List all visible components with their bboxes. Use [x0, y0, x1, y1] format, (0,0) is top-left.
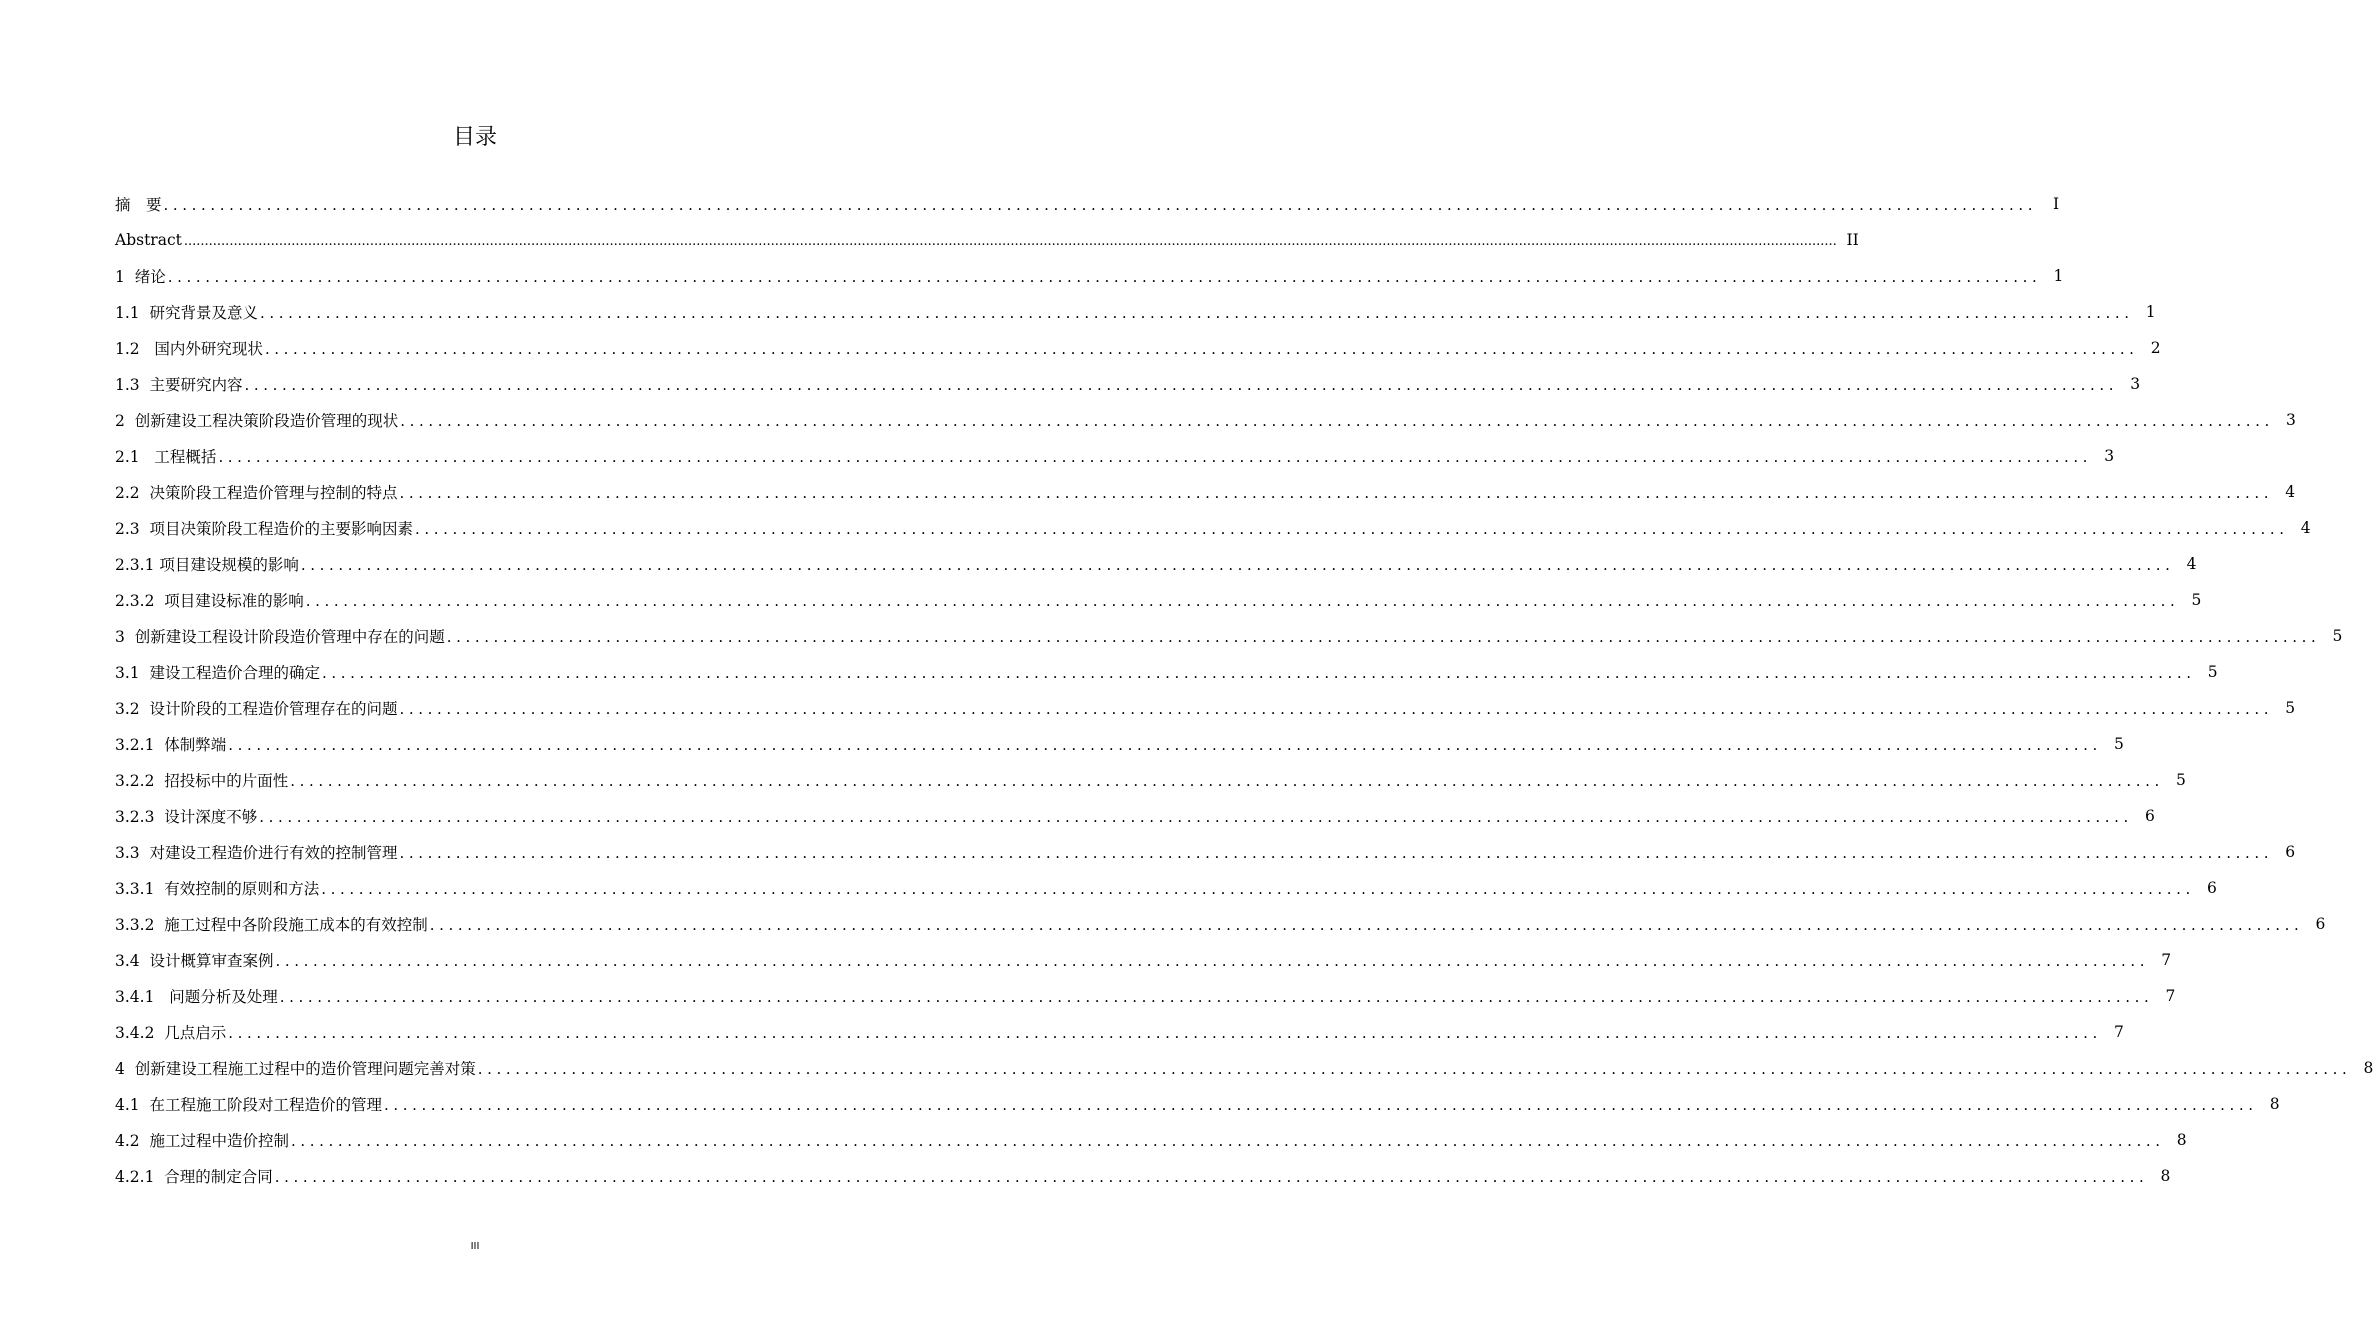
- toc-entry[interactable]: [115, 258, 2064, 294]
- toc-entry-label: 摘 要: [115, 196, 162, 214]
- toc-dot-leader: ........................................................................................................................................................................................................: [260, 304, 2134, 322]
- toc-dot-leader: ........................................................................................................................................................................................................: [399, 700, 2274, 718]
- toc-dot-leader: ........................................................................................................................................................................................................: [290, 772, 2164, 790]
- toc-entry[interactable]: [115, 294, 2156, 330]
- toc-entry[interactable]: [115, 942, 2172, 978]
- toc-entry-label: 1.2 国内外研究现状: [115, 340, 263, 358]
- toc-entry-page: 8: [2269, 1095, 2280, 1113]
- toc-entry[interactable]: [115, 870, 2217, 906]
- toc-entry-label: 3.4 设计概算审查案例: [115, 952, 274, 970]
- toc-entry[interactable]: [115, 186, 2060, 222]
- toc-entry-page: 6: [2315, 915, 2326, 933]
- toc-entry-page: 5: [2207, 663, 2218, 681]
- toc-entry-page: 5: [2332, 627, 2343, 645]
- toc-entry[interactable]: [115, 1122, 2187, 1158]
- toc-entry[interactable]: [115, 402, 2296, 438]
- toc-entry[interactable]: [115, 366, 2141, 402]
- toc-entry-page: 6: [2285, 843, 2296, 861]
- toc-dot-leader: ........................................................................................................................................................................................................: [429, 916, 2304, 934]
- toc-entry[interactable]: [115, 762, 2186, 798]
- toc-entry[interactable]: [115, 1158, 2171, 1194]
- toc-dot-leader: ........................................................................................................................................................................................................: [264, 340, 2139, 358]
- toc-dot-leader: ........................................................................................................................................................................................................: [274, 1168, 2149, 1186]
- toc-dot-leader: ........................................................................................................................................................................................................: [446, 628, 2321, 646]
- toc-entry[interactable]: [115, 1086, 2280, 1122]
- toc-entry-label: 3.4.2 几点启示: [115, 1024, 227, 1042]
- toc-entry[interactable]: [115, 546, 2197, 582]
- toc-dot-leader: ........................................................................................................................................................................................................: [218, 448, 2093, 466]
- toc-entry-label: 2.2 决策阶段工程造价管理与控制的特点: [115, 484, 398, 502]
- toc-entry-label: 3.3.2 施工过程中各阶段施工成本的有效控制: [115, 916, 428, 934]
- toc-entry-page: 6: [2145, 807, 2155, 825]
- toc-entry[interactable]: [115, 1050, 2373, 1086]
- toc-entry-page: 1: [2053, 267, 2064, 285]
- toc-dot-leader: ........................................................................................................................................................................................................: [291, 1132, 2165, 1150]
- toc-entry-page: 5: [2191, 591, 2202, 609]
- toc-entry-page: 3: [2285, 411, 2296, 429]
- toc-entry-label: 2.3.2 项目建设标准的影响: [115, 592, 304, 610]
- toc-dot-leader: ........................................................................................................................................................................................................: [167, 268, 2042, 286]
- toc-entry-label: 2.3 项目决策阶段工程造价的主要影响因素: [115, 520, 414, 538]
- toc-entry-label: 3.3 对建设工程造价进行有效的控制管理: [115, 844, 398, 862]
- toc-entry-page: 8: [2160, 1167, 2171, 1185]
- toc-entry[interactable]: [115, 690, 2296, 726]
- toc-dot-leader: ........................................................................................................................................................................................................: [259, 808, 2133, 826]
- toc-entry-page: 5: [2285, 699, 2296, 717]
- toc-entry[interactable]: [115, 510, 2311, 546]
- toc-entry-label: 3.1 建设工程造价合理的确定: [115, 664, 321, 682]
- toc-entry-label: 3.3.1 有效控制的原则和方法: [115, 880, 320, 898]
- toc-entry[interactable]: [115, 726, 2124, 762]
- toc-dot-leader: ........................................................................................................................................................................................................: [415, 520, 2289, 538]
- toc-entry[interactable]: [115, 330, 2161, 366]
- toc-entry-label: 3.2.3 设计深度不够: [115, 808, 258, 826]
- toc-entry-page: I: [2053, 195, 2060, 213]
- toc-entry-page: II: [1846, 231, 1859, 249]
- page-title: 目录: [452, 125, 497, 150]
- toc-dot-leader: ........................................................................................................................................................................................................: [321, 880, 2195, 898]
- toc-entry-label: 4.2 施工过程中造价控制: [115, 1132, 290, 1150]
- toc-entry-label: 3.2 设计阶段的工程造价管理存在的问题: [115, 700, 398, 718]
- toc-dot-leader: ........................................................................................................................................................................................................: [322, 664, 2196, 682]
- toc-dot-leader: ........................................................................................................................................................................................................: [477, 1060, 2352, 1078]
- toc-dot-leader: ........................................................................................................................................................................................................: [399, 844, 2274, 862]
- toc-entry-page: 2: [2150, 339, 2161, 357]
- toc-entry-page: 7: [2114, 1023, 2124, 1041]
- toc-entry-label: 1.1 研究背景及意义: [115, 304, 259, 322]
- toc-entry-page: 6: [2207, 879, 2217, 897]
- toc-entry-label: 3.4.1 问题分析及处理: [115, 988, 278, 1006]
- toc-entry-label: 3 创新建设工程设计阶段造价管理中存在的问题: [115, 628, 445, 646]
- toc-entry[interactable]: [115, 582, 2202, 618]
- toc-dot-leader: ........................................................................................................................................................................................................: [228, 1024, 2102, 1042]
- toc-entry[interactable]: [115, 474, 2296, 510]
- page-number-footer: III: [470, 1241, 480, 1252]
- toc-entry-page: 7: [2165, 987, 2176, 1005]
- toc-entry-label: 2.3.1 项目建设规模的影响: [115, 556, 299, 574]
- toc-entry-page: 8: [2363, 1059, 2373, 1077]
- table-of-contents: [115, 186, 2373, 1194]
- toc-dot-leader: ........................................................................................................................................................................................................: [300, 556, 2175, 574]
- toc-entry-label: 1.3 主要研究内容: [115, 376, 243, 394]
- toc-entry[interactable]: [115, 798, 2155, 834]
- toc-dot-leader: ........................................................................................................................................................................................................: [400, 412, 2274, 430]
- toc-dot-leader: ........................................................................................................................................................................................................: [244, 376, 2119, 394]
- toc-entry[interactable]: [115, 834, 2296, 870]
- toc-entry[interactable]: [115, 654, 2218, 690]
- toc-entry-label: 4 创新建设工程施工过程中的造价管理问题完善对策: [115, 1060, 476, 1078]
- toc-dot-leader: ........................................................................................................................................................................................................: [163, 196, 2038, 214]
- toc-dot-leader: ........................................................................................................................................................................................................: [228, 736, 2102, 754]
- toc-entry[interactable]: [115, 906, 2326, 942]
- toc-entry-page: 1: [2145, 303, 2156, 321]
- toc-dot-leader: ........................................................................................................................................................................................................: [399, 484, 2274, 502]
- toc-entry-label: 3.2.2 招投标中的片面性: [115, 772, 289, 790]
- toc-entry-label: 4.1 在工程施工阶段对工程造价的管理: [115, 1096, 383, 1114]
- toc-entry[interactable]: [115, 978, 2176, 1014]
- toc-entry-page: 4: [2186, 555, 2197, 573]
- toc-entry[interactable]: [115, 1014, 2124, 1050]
- toc-entry-page: 5: [2176, 771, 2186, 789]
- toc-entry-page: 7: [2161, 951, 2172, 969]
- toc-entry-label: 2.1 工程概括: [115, 448, 217, 466]
- toc-dot-leader: ........................................................................................................................................................................................................: [275, 952, 2150, 970]
- toc-entry-page: 4: [2300, 519, 2311, 537]
- toc-entry[interactable]: [115, 438, 2115, 474]
- toc-entry-page: 3: [2104, 447, 2115, 465]
- toc-entry-page: 8: [2176, 1131, 2187, 1149]
- toc-entry-label: 4.2.1 合理的制定合同: [115, 1168, 273, 1186]
- toc-dot-leader: ........................................................................................................................................................................................................: [384, 1096, 2258, 1114]
- toc-dot-leader: ........................................................................................................................................................................................................: [279, 988, 2154, 1006]
- toc-entry-label: 3.2.1 体制弊端: [115, 736, 227, 754]
- toc-entry-label: 1 绪论: [115, 268, 166, 286]
- toc-entry[interactable]: [115, 618, 2343, 654]
- toc-entry-page: 4: [2285, 483, 2296, 501]
- toc-entry-page: 5: [2114, 735, 2124, 753]
- toc-entry-label: 2 创新建设工程决策阶段造价管理的现状: [115, 412, 399, 430]
- toc-entry-page: 3: [2130, 375, 2141, 393]
- toc-dot-leader: ................................................................................................................................................................................................................................................................................................................................................................................................................: [183, 233, 1837, 249]
- toc-dot-leader: ........................................................................................................................................................................................................: [305, 592, 2180, 610]
- toc-entry[interactable]: [115, 222, 1859, 258]
- toc-entry-label: Abstract: [115, 231, 182, 249]
